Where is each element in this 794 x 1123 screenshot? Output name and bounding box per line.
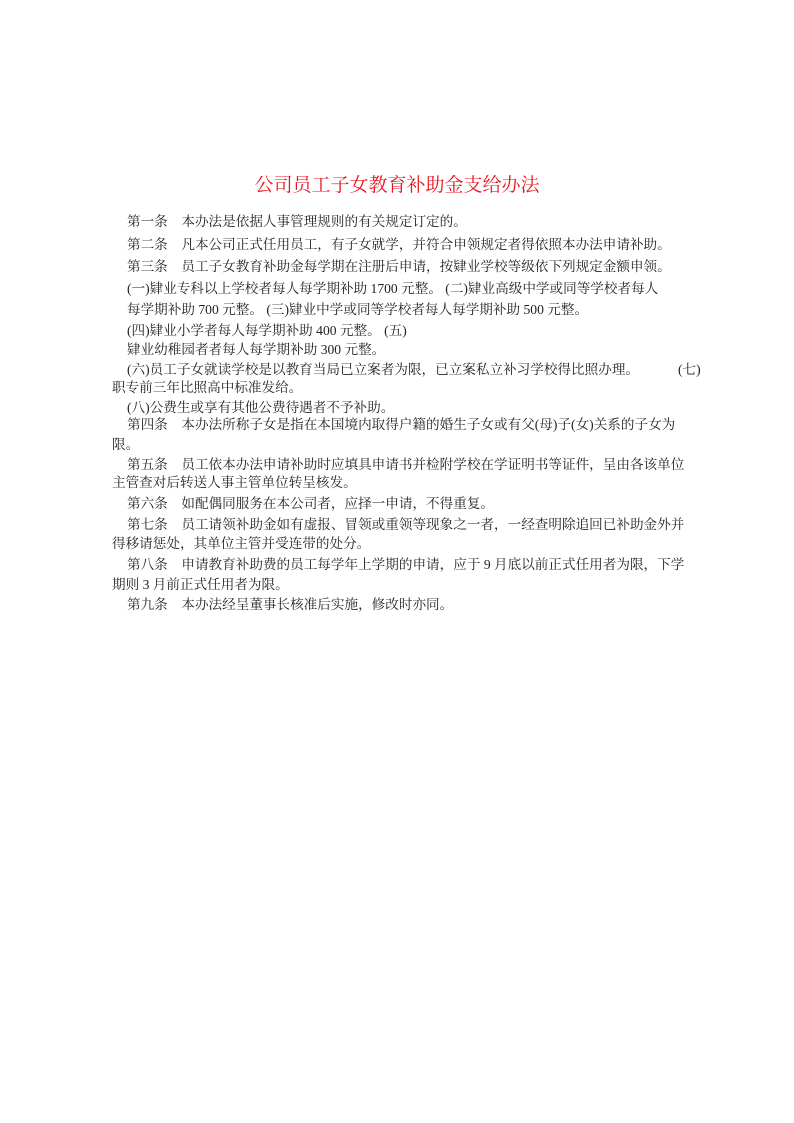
article-1: 第一条 本办法是依据人事管理规则的有关规定订定的。: [127, 214, 467, 229]
article-5: 第五条 员工依本办法申请补助时应填具申请书并检附学校在学证明书等证件，呈由各该单位: [127, 457, 685, 472]
article-2: 第二条 凡本公司正式任用员工，有子女就学，并符合申领规定者得依照本办法申请补助。: [127, 237, 671, 252]
article-3-item-6: (六)员工子女就读学校是以教育当局已立案者为限，已立案私立补习学校得比照办理。: [127, 362, 640, 377]
article-3-item-2-3: 每学期补助 700 元整。 (三)肄业中学或同等学校者每人每学期补助 500 元整。: [127, 302, 589, 317]
article-6: 第六条 如配偶同服务在本公司者，应择一申请，不得重复。: [127, 496, 495, 511]
article-8: 第八条 申请教育补助费的员工每学年上学期的申请，应于 9 月底以前正式任用者为限，下学: [127, 557, 685, 572]
article-7-cont: 得移请惩处，其单位主管并受连带的处分。: [112, 536, 371, 551]
article-3-item-5: 肄业幼稚园者者每人每学期补助 300 元整。: [127, 342, 386, 357]
article-9: 第九条 本办法经呈董事长核准后实施，修改时亦同。: [127, 597, 454, 612]
article-3: 第三条 员工子女教育补助金每学期在注册后申请，按肄业学校等级依下列规定金额申领。: [127, 259, 671, 274]
document-title: 公司员工子女教育补助金支给办法: [254, 175, 540, 196]
article-3-item-7-label: (七): [678, 362, 701, 377]
article-3-item-4-5: (四)肄业小学者每人每学期补助 400 元整。 (五): [127, 323, 407, 338]
article-3-item-7: 职专前三年比照高中标准发给。: [112, 380, 303, 395]
article-4: 第四条 本办法所称子女是指在本国境内取得户籍的婚生子女或有父(母)子(女)关系的子女为: [127, 417, 676, 432]
article-3-item-8: (八)公费生或享有其他公费待遇者不予补助。: [127, 400, 395, 415]
article-5-cont: 主管查对后转送人事主管单位转呈核发。: [112, 475, 357, 490]
article-8-cont: 期则 3 月前正式任用者为限。: [112, 577, 289, 592]
article-4-cont: 限。: [112, 437, 140, 452]
article-7: 第七条 员工请领补助金如有虚报、冒领或重领等现象之一者，一经查明除追回已补助金外并: [127, 517, 685, 532]
article-3-item-1-2: (一)肄业专科以上学校者每人每学期补助 1700 元整。 (二)肄业高级中学或同等学校者每人: [127, 281, 659, 296]
